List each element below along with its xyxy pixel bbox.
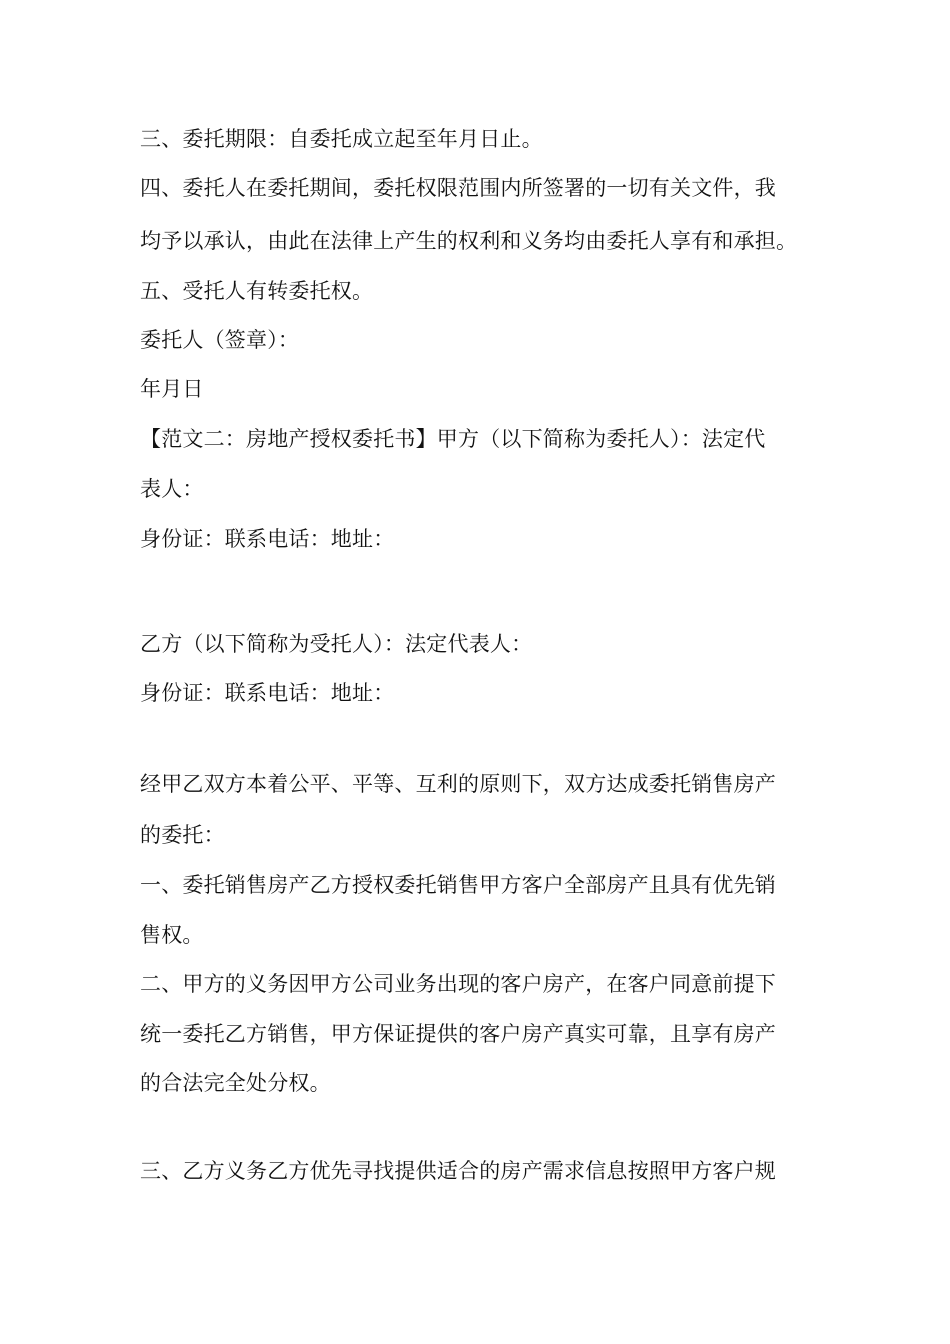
article-1-line-2: 售权。 bbox=[140, 923, 204, 947]
sample-2-heading-line-2: 表人： bbox=[140, 477, 204, 501]
agreement-intro-line-2: 的委托： bbox=[140, 823, 225, 847]
principal-signature-line: 委托人（签章）： bbox=[140, 328, 300, 352]
agreement-intro-line-1: 经甲乙双方本着公平、平等、互利的原则下，双方达成委托销售房产 bbox=[140, 772, 776, 796]
party-b-contact: 身份证：联系电话：地址： bbox=[140, 681, 395, 705]
article-2-line-2: 统一委托乙方销售，甲方保证提供的客户房产真实可靠，且享有房产 bbox=[140, 1022, 776, 1046]
clause-4-line-2: 均予以承认，由此在法律上产生的权利和义务均由委托人享有和承担。 bbox=[140, 229, 798, 253]
party-b-heading: 乙方（以下简称为受托人）：法定代表人： bbox=[140, 632, 533, 656]
clause-5: 五、受托人有转委托权。 bbox=[140, 279, 374, 303]
date-line: 年月日 bbox=[140, 377, 204, 401]
clause-4-line-1: 四、委托人在委托期间，委托权限范围内所签署的一切有关文件，我 bbox=[140, 176, 776, 200]
article-2-line-3: 的合法完全处分权。 bbox=[140, 1071, 331, 1095]
party-a-contact: 身份证：联系电话：地址： bbox=[140, 527, 395, 551]
article-2-line-1: 二、甲方的义务因甲方公司业务出现的客户房产，在客户同意前提下 bbox=[140, 972, 776, 996]
article-3-line-1: 三、乙方义务乙方优先寻找提供适合的房产需求信息按照甲方客户规 bbox=[140, 1159, 776, 1183]
sample-2-heading-line-1: 【范文二：房地产授权委托书】甲方（以下简称为委托人）：法定代 bbox=[140, 427, 766, 451]
article-1-line-1: 一、委托销售房产乙方授权委托销售甲方客户全部房产且具有优先销 bbox=[140, 873, 776, 897]
clause-3-term: 三、委托期限：自委托成立起至年月日止。 bbox=[140, 127, 543, 151]
